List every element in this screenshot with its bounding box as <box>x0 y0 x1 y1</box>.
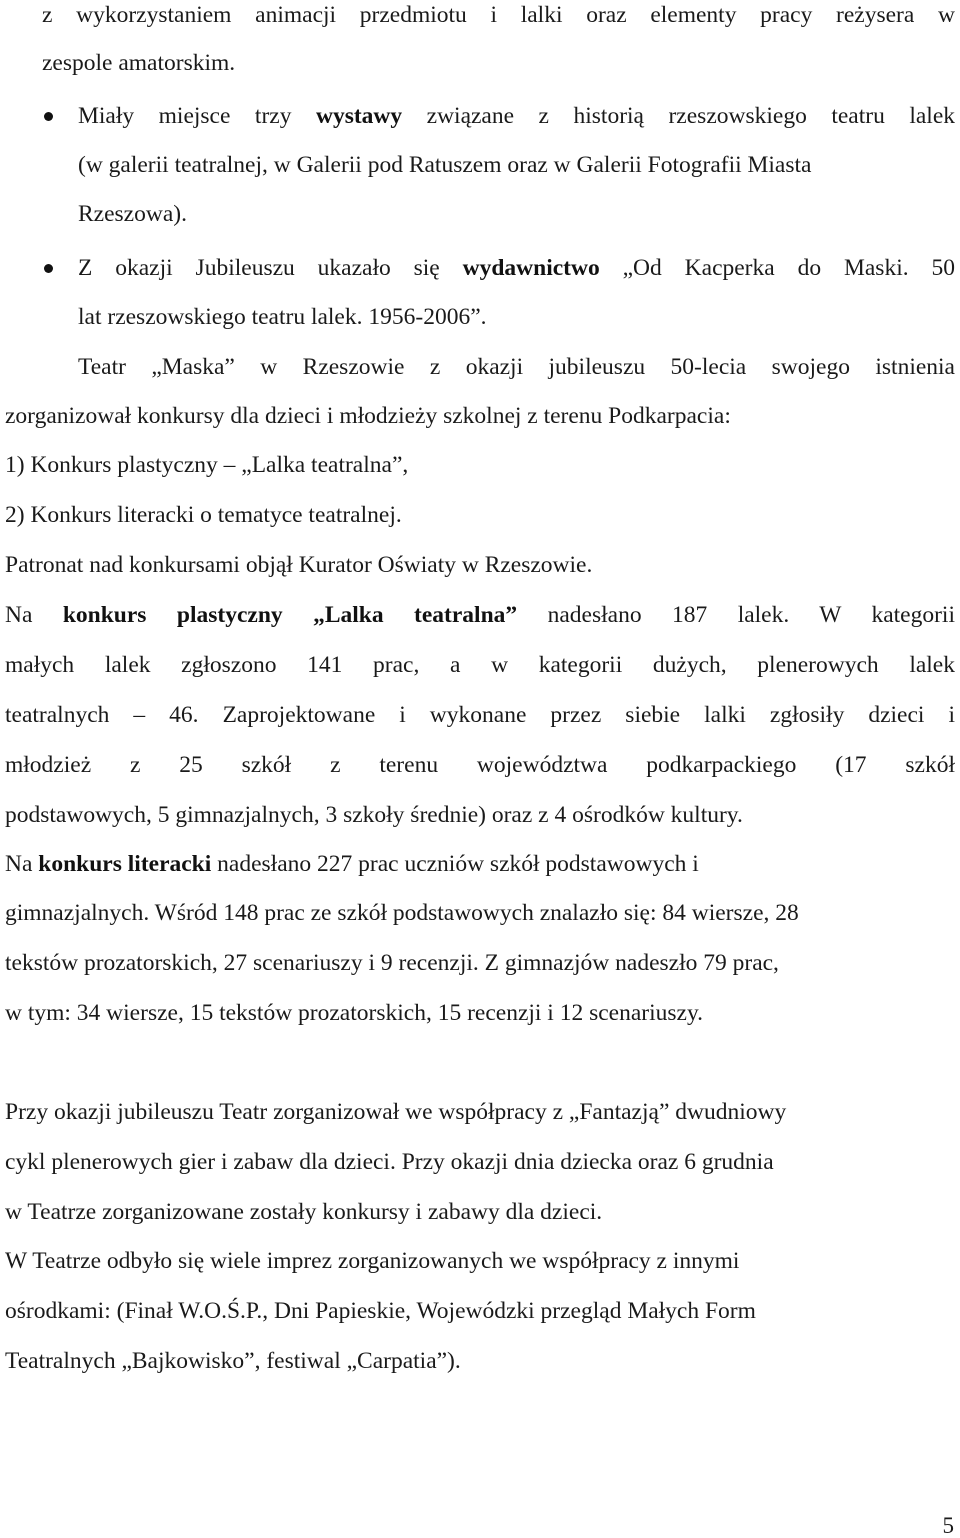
text-line: zespole amatorskim. <box>42 50 236 76</box>
text-line: z wykorzystaniem animacji przedmiotu i lalki oraz elementy pracy reżysera w <box>42 2 955 28</box>
text-line: gimnazjalnych. Wśród 148 prac ze szkół podstawowych znalazło się: 84 wiersze, 28 <box>5 900 799 926</box>
text-line: teatralnych – 46. Zaprojektowane i wykonane przez siebie lalki zgłosiły dzieci i <box>5 702 955 728</box>
text-line: małych lalek zgłoszono 141 prac, a w kategorii dużych, plenerowych lalek <box>5 652 955 678</box>
text-line: Na konkurs plastyczny „Lalka teatralna” nadesłano 187 lalek. W kategorii <box>5 602 955 628</box>
text-line: lat rzeszowskiego teatru lalek. 1956-2006”. <box>78 304 487 330</box>
text-line: 2) Konkurs literacki o tematyce teatralnej. <box>5 502 402 528</box>
list-item: Miały miejsce trzy wystawy związane z historią rzeszowskiego teatru lalek <box>78 103 955 129</box>
text-line: ośrodkami: (Finał W.O.Ś.P., Dni Papieskie, Wojewódzki przegląd Małych Form <box>5 1298 756 1324</box>
text-line: Rzeszowa). <box>78 201 187 227</box>
text-line: Na konkurs literacki nadesłano 227 prac uczniów szkół podstawowych i <box>5 851 699 877</box>
text-line: 1) Konkurs plastyczny – „Lalka teatralna”, <box>5 452 409 478</box>
text-line: młodzież z 25 szkół z terenu województwa podkarpackiego (17 szkół <box>5 752 955 778</box>
text-line: podstawowych, 5 gimnazjalnych, 3 szkoły średnie) oraz z 4 ośrodków kultury. <box>5 802 743 828</box>
text-line: W Teatrze odbyło się wiele imprez zorganizowanych we współpracy z innymi <box>5 1248 740 1274</box>
text-line: Patronat nad konkursami objął Kurator Oświaty w Rzeszowie. <box>5 552 593 578</box>
text-line: tekstów prozatorskich, 27 scenariuszy i 9 recenzji. Z gimnazjów nadeszło 79 prac, <box>5 950 779 976</box>
text-line: Teatr „Maska” w Rzeszowie z okazji jubileuszu 50-lecia swojego istnienia <box>78 354 955 380</box>
bullet-icon <box>44 264 53 273</box>
list-item: Z okazji Jubileuszu ukazało się wydawnictwo „Od Kacperka do Maski. 50 <box>78 255 955 281</box>
text-line: (w galerii teatralnej, w Galerii pod Ratuszem oraz w Galerii Fotografii Miasta <box>78 152 812 178</box>
text-line: zorganizował konkursy dla dzieci i młodzieży szkolnej z terenu Podkarpacia: <box>5 403 731 429</box>
text-line: cykl plenerowych gier i zabaw dla dzieci. Przy okazji dnia dziecka oraz 6 grudnia <box>5 1149 774 1175</box>
text-line: Teatralnych „Bajkowisko”, festiwal „Carpatia”). <box>5 1348 461 1374</box>
text-line: Przy okazji jubileuszu Teatr zorganizował we współpracy z „Fantazją” dwudniowy <box>5 1099 787 1125</box>
page-number: 5 <box>942 1513 954 1538</box>
bullet-icon <box>44 112 53 121</box>
text-line: w tym: 34 wiersze, 15 tekstów prozatorskich, 15 recenzji i 12 scenariuszy. <box>5 1000 704 1026</box>
text-line: w Teatrze zorganizowane zostały konkursy i zabawy dla dzieci. <box>5 1199 603 1225</box>
